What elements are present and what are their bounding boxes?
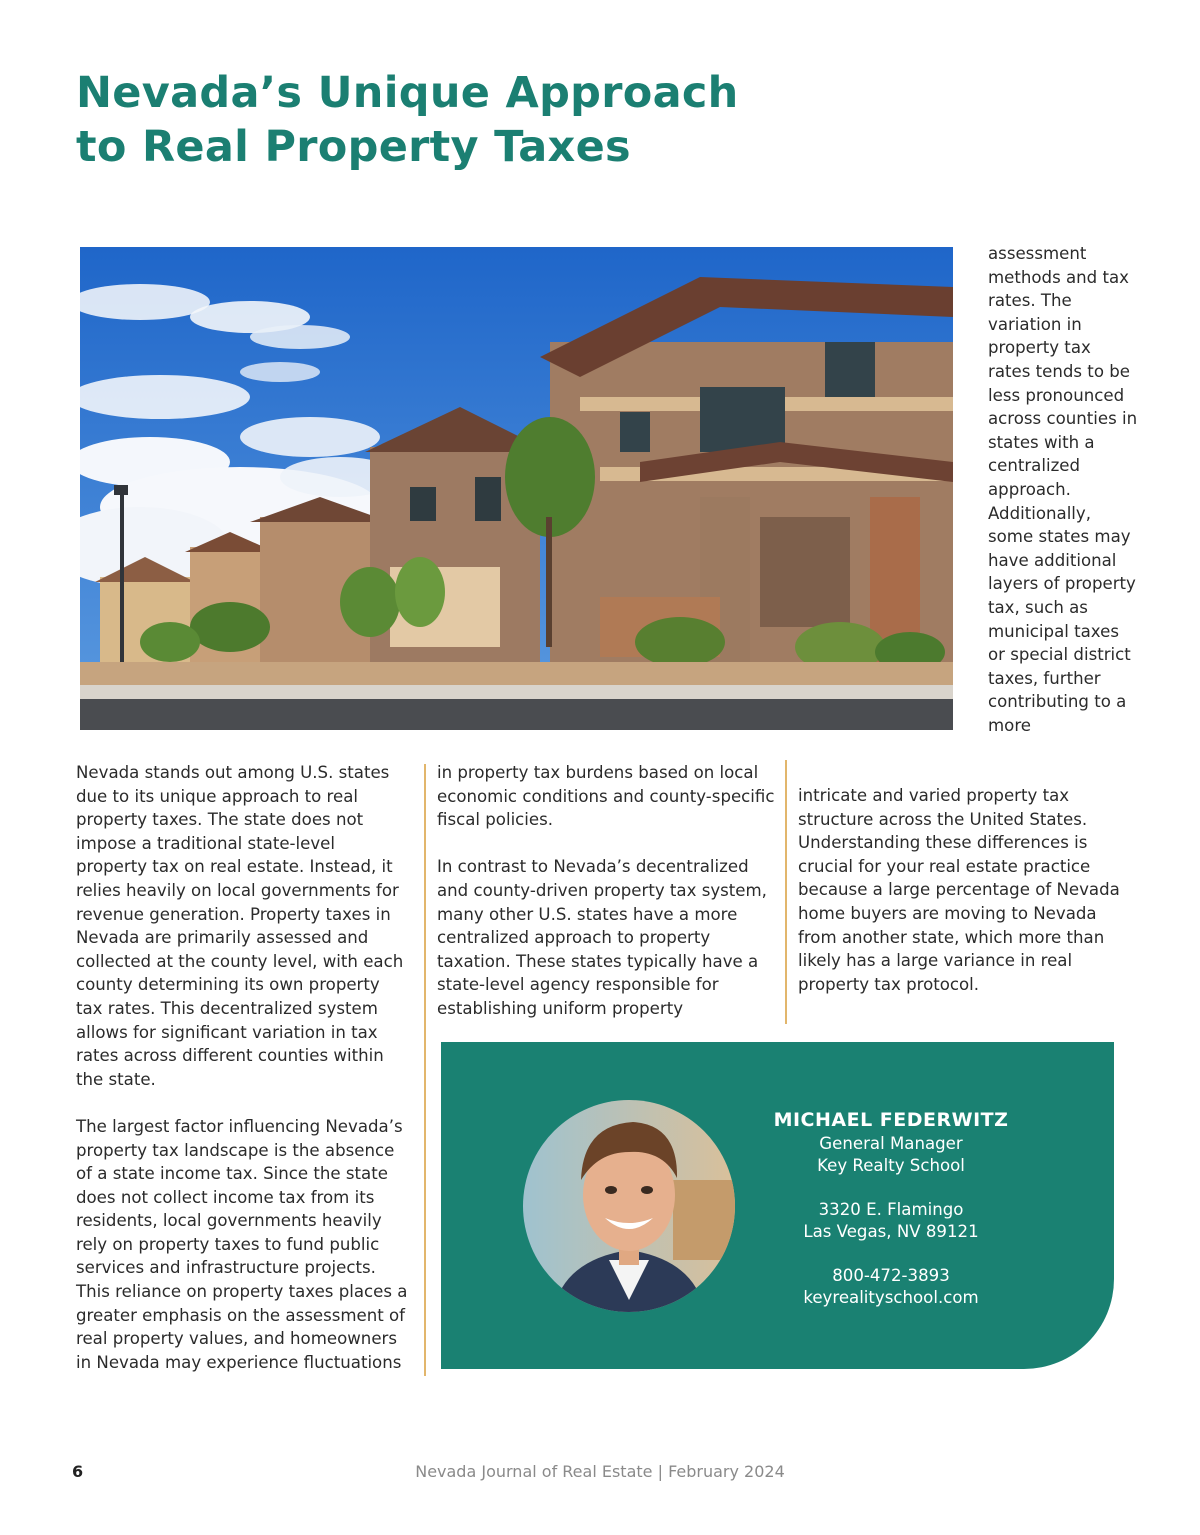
paragraph: in property tax burdens based on local economic conditions and county-specific fiscal policies. xyxy=(437,763,775,830)
contact-website: keyrealityschool.com xyxy=(803,1288,979,1307)
contact-address-line-2: Las Vegas, NV 89121 xyxy=(803,1222,979,1241)
publication-footer: Nevada Journal of Real Estate | February 2024 xyxy=(415,1462,785,1481)
contact-address-line-1: 3320 E. Flamingo xyxy=(818,1200,964,1219)
article-title xyxy=(76,66,739,174)
contact-details xyxy=(771,1107,1011,1309)
article-column-1 xyxy=(76,761,411,1374)
paragraph: The largest factor influencing Nevada’s property tax landscape is the absence of a state income tax. Since the state does not collect income tax from its residents, local governments heavily rely on property taxes to fund public services and infrastructure projects. This reliance on property taxes places a greater emphasis on the assessment of real property values, and homeowners in Nevada may experience fluctuations xyxy=(76,1116,408,1372)
contact-card xyxy=(441,1042,1114,1369)
article-column-3-bottom xyxy=(798,784,1128,996)
title-line-2: to Real Property Taxes xyxy=(76,122,631,172)
contact-company: Key Realty School xyxy=(817,1156,965,1175)
suburban-houses-photo xyxy=(80,247,953,730)
article-column-3-top xyxy=(988,242,1138,737)
contact-name: MICHAEL FEDERWITZ xyxy=(773,1109,1009,1131)
paragraph: In contrast to Nevada’s decentralized and county-driven property tax system, many other U.S. states have a more centralized approach to property taxation. These states typically have a state-level agency responsible for establishing uniform property xyxy=(437,857,767,1018)
article-column-2 xyxy=(437,761,782,1021)
contact-phone: 800-472-3893 xyxy=(832,1266,950,1285)
paragraph: intricate and varied property tax structure across the United States. Understanding these differences is crucial for your real estate practice because a large percentage of Nevada home buyers are moving to Nevada from another state, which more than likely has a large variance in real property tax protocol. xyxy=(798,786,1120,994)
column-divider xyxy=(785,760,787,1024)
column-divider xyxy=(424,764,426,1376)
paragraph: assessment methods and tax rates. The variation in property tax rates tends to be less pronounced across counties in states with a centralized approach. Additionally, some states may have additional layers of property tax, such as municipal taxes or special district taxes, further contributing to a more xyxy=(988,244,1138,735)
avatar xyxy=(523,1100,735,1312)
page-number: 6 xyxy=(72,1462,84,1481)
title-line-1: Nevada’s Unique Approach xyxy=(76,68,739,118)
paragraph: Nevada stands out among U.S. states due to its unique approach to real property taxes. The state does not impose a traditional state-level property tax on real estate. Instead, it relies heavily on local governments for revenue generation. Property taxes in Nevada are primarily assessed and collected at the county level, with each county determining its own property tax rates. This decentralized system allows for significant variation in tax rates across different counties within the state. xyxy=(76,763,404,1089)
contact-role: General Manager xyxy=(819,1134,963,1153)
